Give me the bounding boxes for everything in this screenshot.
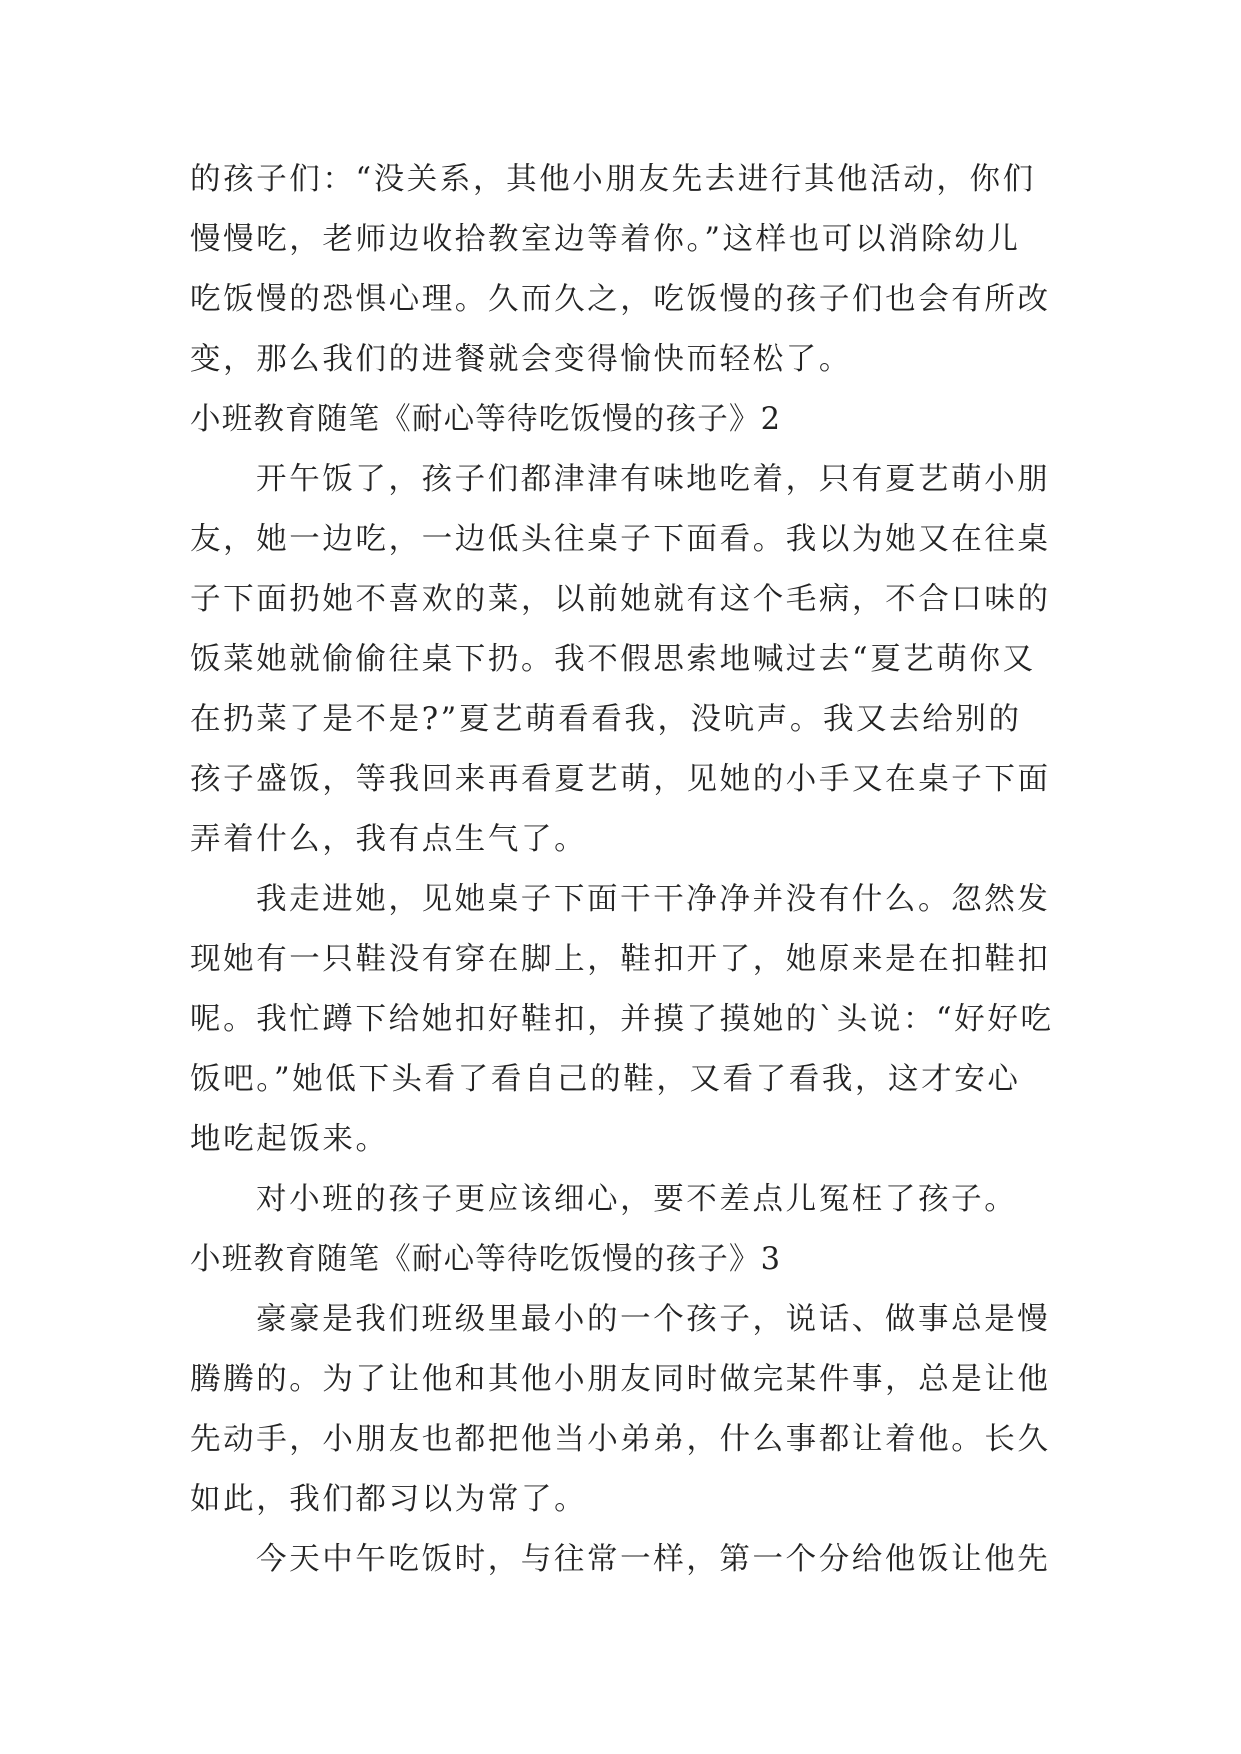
text-line: 现她有一只鞋没有穿在脚上，鞋扣开了，她原来是在扣鞋扣 bbox=[190, 942, 1051, 977]
paragraph bbox=[190, 150, 1052, 390]
paragraph bbox=[190, 1170, 1052, 1230]
text-line: 饭菜她就偷偷往桌下扔。我不假思索地喊过去“夏艺萌你又 bbox=[190, 642, 1036, 677]
text-line: 的孩子们：“没关系，其他小朋友先去进行其他活动，你们 bbox=[190, 162, 1036, 197]
section-heading: 小班教育随笔《耐心等待吃饭慢的孩子》3 bbox=[190, 1242, 782, 1277]
text-line: 先动手，小朋友也都把他当小弟弟，什么事都让着他。长久 bbox=[190, 1422, 1051, 1457]
text-line: 弄着什么，我有点生气了。 bbox=[190, 822, 588, 857]
text-line: 变，那么我们的进餐就会变得愉快而轻松了。 bbox=[190, 342, 852, 377]
paragraph bbox=[190, 450, 1052, 870]
text-line: 如此，我们都习以为常了。 bbox=[190, 1482, 588, 1517]
text-line: 腾腾的。为了让他和其他小朋友同时做完某件事，总是让他 bbox=[190, 1362, 1051, 1397]
text-line: 慢慢吃，老师边收拾教室边等着你。”这样也可以消除幼儿 bbox=[190, 222, 1021, 257]
text-line: 呢。我忙蹲下给她扣好鞋扣，并摸了摸她的`头说：“好好吃 bbox=[190, 1002, 1054, 1037]
text-line: 子下面扔她不喜欢的菜，以前她就有这个毛病，不合口味的 bbox=[190, 582, 1051, 617]
text-line: 友，她一边吃，一边低头往桌子下面看。我以为她又在往桌 bbox=[190, 522, 1051, 557]
paragraph bbox=[190, 1530, 1052, 1590]
text-line: 对小班的孩子更应该细心，要不差点儿冤枉了孩子。 bbox=[256, 1182, 1018, 1217]
text-line: 开午饭了，孩子们都津津有味地吃着，只有夏艺萌小朋 bbox=[256, 462, 1051, 497]
paragraph bbox=[190, 870, 1052, 1170]
text-line: 孩子盛饭，等我回来再看夏艺萌，见她的小手又在桌子下面 bbox=[190, 762, 1051, 797]
text-line: 在扔菜了是不是?”夏艺萌看看我，没吭声。我又去给别的 bbox=[190, 702, 1022, 737]
text-line: 吃饭慢的恐惧心理。久而久之，吃饭慢的孩子们也会有所改 bbox=[190, 282, 1051, 317]
text-line: 豪豪是我们班级里最小的一个孩子，说话、做事总是慢 bbox=[256, 1302, 1051, 1337]
paragraph bbox=[190, 1290, 1052, 1530]
text-line: 我走进她，见她桌子下面干干净净并没有什么。忽然发 bbox=[256, 882, 1051, 917]
text-line: 今天中午吃饭时，与往常一样，第一个分给他饭让他先 bbox=[256, 1542, 1051, 1577]
document-body bbox=[190, 150, 1052, 1590]
section-heading: 小班教育随笔《耐心等待吃饭慢的孩子》2 bbox=[190, 402, 782, 437]
text-line: 饭吧。”她低下头看了看自己的鞋，又看了看我，这才安心 bbox=[190, 1062, 1021, 1097]
text-line: 地吃起饭来。 bbox=[190, 1122, 389, 1157]
